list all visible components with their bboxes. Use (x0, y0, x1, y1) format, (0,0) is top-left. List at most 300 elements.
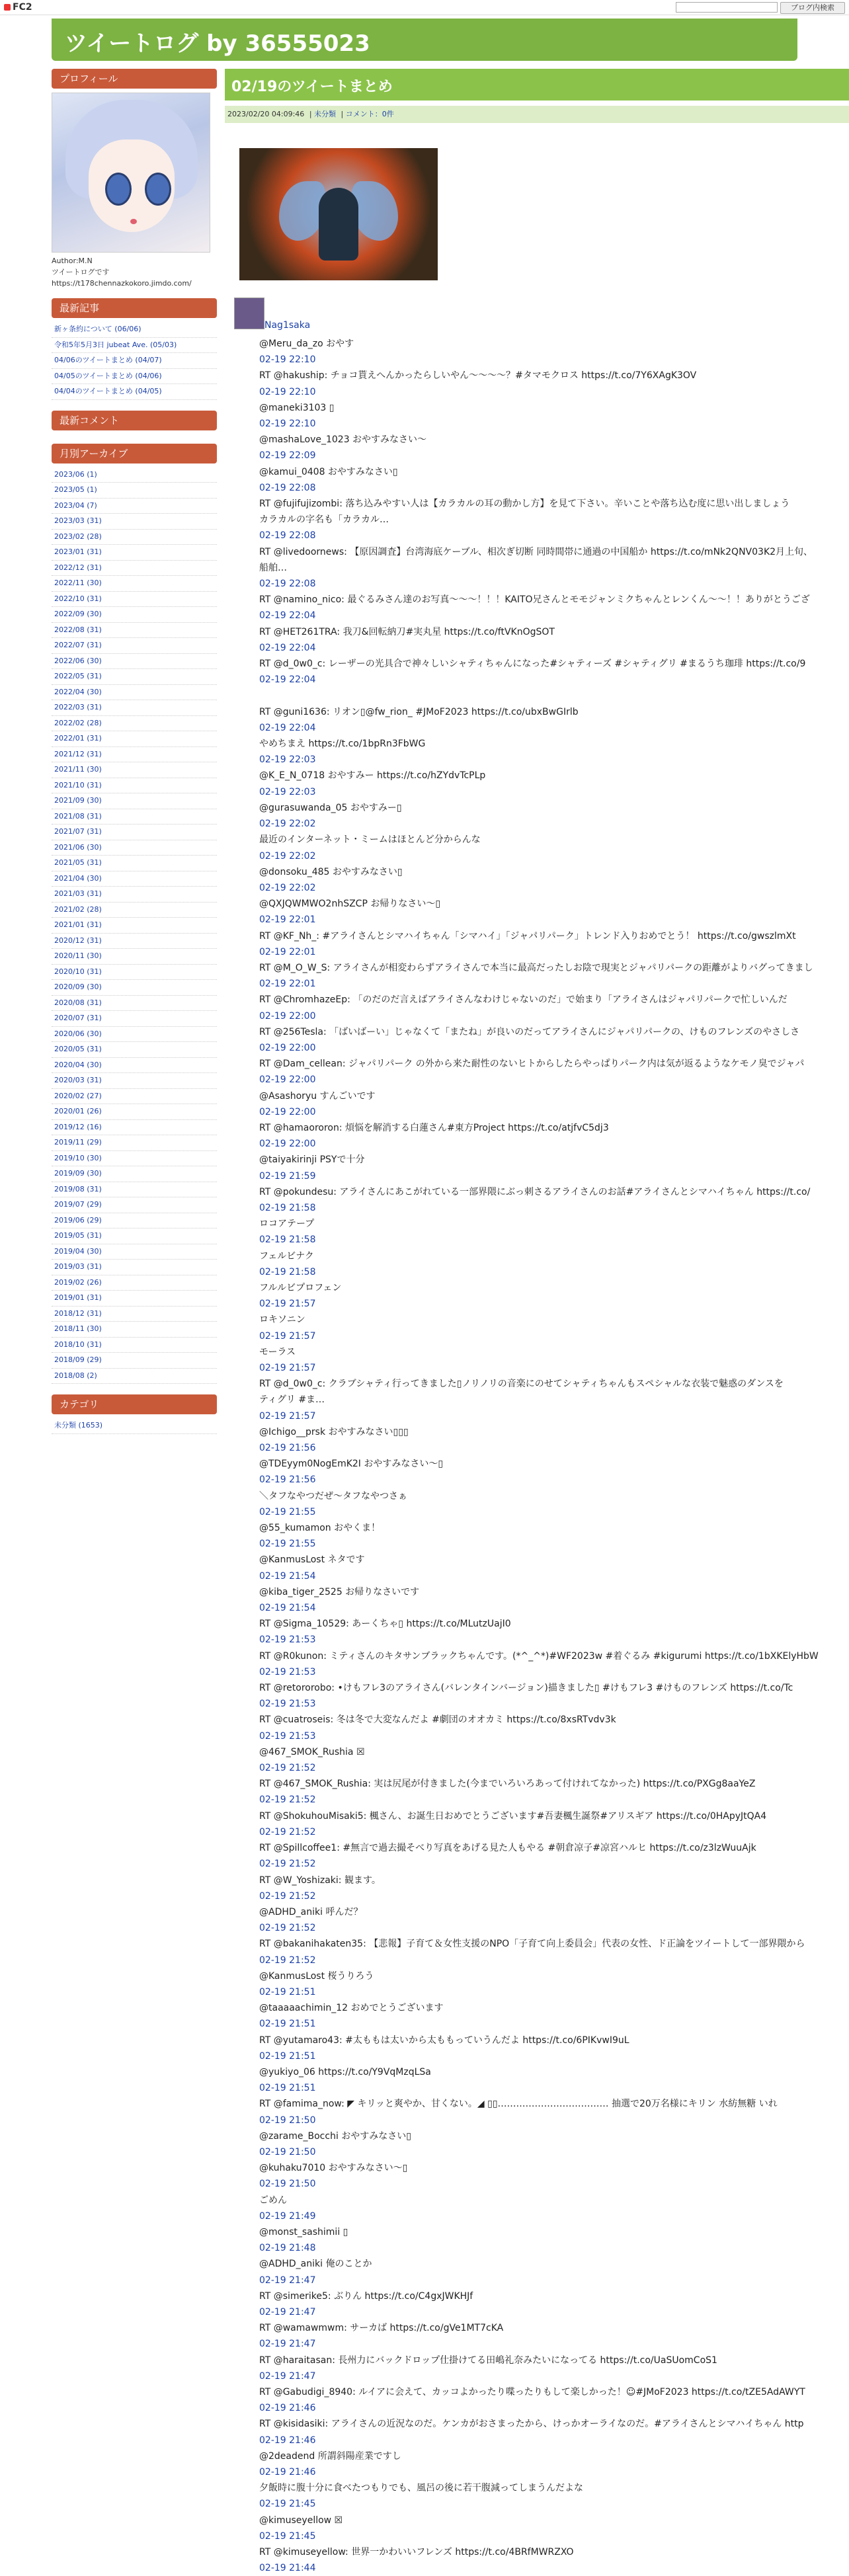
archive-link[interactable]: 2020/02 (27) (54, 1091, 102, 1100)
tweet-text: @yukiyo_06 https://t.co/Y9VqMzqLSa (259, 2066, 431, 2077)
tweet-timestamp[interactable]: 02-19 21:52 (259, 1923, 316, 1934)
profile-link[interactable]: https://t178chennazkokoro.jimdo.com/ (52, 279, 192, 288)
tweet-text: @55_kumamon おやくま！ (259, 1523, 381, 1534)
tweet-timestamp[interactable]: 02-19 21:51 (259, 2083, 316, 2094)
tweet-timestamp[interactable]: 02-19 22:09 (259, 450, 316, 462)
post-meta: 2023/02/20 04:09:46 | 未分類 | コメント：0件 (225, 106, 849, 123)
tweet-text: @zarame_Bocchi おやすみなさい▯ (259, 2130, 411, 2142)
tweet-list (259, 336, 849, 2576)
archive-item (52, 903, 217, 918)
tweet-timestamp[interactable]: 02-19 21:51 (259, 1986, 316, 1997)
tweet-text: RT @Spillcoffee1: #無言で過去撮そべり写真をあげる見た人もやる #朝倉凉子#凉宮ハルヒ https://t.co/z3lzWuuAjk (259, 1843, 756, 1854)
tweet-timestamp[interactable]: 02-19 22:00 (259, 1106, 316, 1117)
archive-heading: 月別アーカイブ (52, 444, 217, 463)
tweet-text: RT @bakanihakaten35: 【悲報】子育て＆女性支援のNPO「子育て向上委員会」代表の女性、ド正論をツイートして一部界隈から (259, 1939, 805, 1950)
tweet-timestamp[interactable]: 02-19 21:57 (259, 1410, 316, 1422)
archive-link[interactable]: 2021/03 (31) (54, 889, 102, 898)
tweet-timestamp[interactable]: 02-19 21:55 (259, 1506, 316, 1517)
archive-link[interactable]: 2018/12 (31) (54, 1308, 102, 1318)
tweet-text: フェルビナク (259, 1250, 314, 1262)
archive-link[interactable]: 2020/01 (26) (54, 1107, 102, 1115)
tweet-timestamp[interactable]: 02-19 22:08 (259, 482, 316, 493)
archive-item (52, 856, 217, 871)
archive-link[interactable]: 2021/11 (30) (54, 765, 102, 774)
tweet-text: @taiyakirinji PSYで十分 (259, 1154, 365, 1166)
archive-item (52, 918, 217, 934)
category-link[interactable]: 未分類 (1653) (54, 1421, 103, 1429)
tweet-timestamp[interactable]: 02-19 22:00 (259, 1074, 316, 1086)
recent-item (52, 369, 217, 385)
tweet-text: RT @cuatroseis: 冬は冬で大変なんだよ #劇団のオオカミ https://t.co/8xsRTvdv3k (259, 1714, 616, 1726)
archive-link[interactable]: 2019/04 (30) (54, 1246, 102, 1256)
tweet-text: RT @W_Yoshizaki: 観ます。 (259, 1874, 381, 1886)
tweet-text: @KanmusLost ネタです (259, 1554, 365, 1566)
tweet-timestamp[interactable]: 02-19 21:58 (259, 1266, 316, 1277)
archive-item (52, 762, 217, 778)
archive-link[interactable]: 2021/02 (28) (54, 905, 102, 914)
archive-link[interactable]: 2019/05 (31) (54, 1231, 102, 1240)
tweet-text: ＼タフなやつだぜ〜タフなやつさぁ (259, 1490, 407, 1502)
fc2-logo-icon (4, 4, 11, 11)
tweet-timestamp[interactable]: 02-19 22:04 (259, 674, 316, 686)
tweet-timestamp[interactable]: 02-19 21:45 (259, 2499, 316, 2510)
recent-item (52, 322, 217, 338)
tweet-text: RT @famima_now: ◤ キリッと爽やか、甘くない。◢ ▯▯……………………………… 抽選で20万名様にキリン 水紡無糖 いれ (259, 2099, 778, 2110)
archive-item (52, 669, 217, 685)
sidebar (52, 69, 217, 1445)
recent-heading: 最新記事 (52, 298, 217, 318)
archive-item (52, 1307, 217, 1322)
archive-link[interactable]: 2019/03 (31) (54, 1262, 102, 1271)
tweet-text: RT @HET261TRA: 我刀&回転納刀#実丸星 https://t.co/ftVKnOgSOT (259, 626, 555, 637)
tweet-timestamp[interactable]: 02-19 22:08 (259, 530, 316, 542)
archive-link[interactable]: 2021/08 (31) (54, 811, 102, 821)
recent-item (52, 384, 217, 400)
tweet-text: @taaaaachimin_12 おめでとうございます (259, 2003, 444, 2014)
tweet-timestamp[interactable]: 02-19 21:53 (259, 1730, 316, 1742)
tweet-text: モーラス (259, 1346, 296, 1357)
archive-item (52, 467, 217, 483)
tweet-text: RT @retororobo: •けもフレ3のアライさん(バレンタインバージョン)描きました▯ #けもフレ3 #けものフレンズ https://t.co/Tc (259, 1683, 793, 1694)
post-category-link[interactable]: 未分類 (314, 110, 337, 118)
archive-link[interactable]: 2018/09 (29) (54, 1355, 102, 1364)
category-list (52, 1418, 217, 1434)
tweet-text: やめちまえ https://t.co/1bpRn3FbWG (259, 739, 426, 750)
archive-link[interactable]: 2020/05 (31) (54, 1045, 102, 1053)
tweet-text: @mashaLove_1023 おやすみなさい～ (259, 434, 427, 446)
author-avatar-icon[interactable] (234, 298, 264, 329)
archive-item (52, 1353, 217, 1369)
recent-link[interactable]: 04/04のツイートまとめ (04/05) (54, 387, 162, 395)
tweet-text: RT @d_0w0_c: レーザーの光具合で神々しいシャティちゃんになった#シャティーズ #シャティグリ #まるうち珈琲 https://t.co/9 (259, 659, 806, 670)
tweet-text: RT @simerike5: ぶりん https://t.co/C4gxJWKHJf (259, 2290, 473, 2302)
tweet-timestamp[interactable]: 02-19 21:52 (259, 1763, 316, 1774)
blog-header (52, 19, 797, 61)
archive-link[interactable]: 2022/01 (31) (54, 734, 102, 743)
tweet-timestamp[interactable]: 02-19 21:46 (259, 2467, 316, 2478)
tweet-text: RT @M_O_W_S: アライさんが相変わらずアライさんで本当に最高だったしお陰で現実とジャパリパークの距離がよりバグってきまし (259, 962, 813, 973)
tweet-text: @Asashoryu すんごいです (259, 1090, 376, 1102)
archive-item (52, 530, 217, 545)
archive-link[interactable]: 2022/08 (31) (54, 625, 102, 634)
archive-item (52, 1120, 217, 1136)
tweet-text: @2deadend 所謂斜陽産業ですし (259, 2450, 401, 2462)
tweet-timestamp[interactable]: 02-19 21:52 (259, 1954, 316, 1966)
profile-heading: プロフィール (52, 69, 217, 89)
tweet-text: RT @namino_nico: 最ぐるみさん達のお写真〜〜〜！！！KAITO兄さんとモモジャンミクちゃんとレンくん〜〜！！ありがとうござ (259, 594, 810, 606)
archive-item (52, 1151, 217, 1167)
tweet-timestamp[interactable]: 02-19 21:52 (259, 1794, 316, 1806)
archive-link[interactable]: 2018/08 (2) (54, 1371, 97, 1380)
archive-link[interactable]: 2019/02 (26) (54, 1277, 102, 1287)
tweet-timestamp[interactable]: 02-19 22:01 (259, 946, 316, 957)
tweet-text: RT @hakuship: チョコ貰えへんかったらしいやん〜〜〜〜？#タマモクロス https://t.co/7Y6XAgK3OV (259, 370, 697, 382)
archive-link[interactable]: 2023/04 (7) (54, 501, 97, 510)
archive-link[interactable]: 2021/09 (30) (54, 796, 102, 805)
tweet-timestamp[interactable]: 02-19 22:04 (259, 722, 316, 733)
archive-link[interactable]: 2019/01 (31) (54, 1293, 102, 1302)
archive-item (52, 1182, 217, 1198)
post-date: 2023/02/20 04:09:46 (227, 110, 305, 118)
tweet-text: @QXJQWMWO2nhSZCP お帰りなさい～▯ (259, 899, 441, 910)
tweet-timestamp[interactable]: 02-19 21:45 (259, 2530, 316, 2542)
archive-item (52, 685, 217, 701)
tweet-text: @kiba_tiger_2525 お帰りなさいです (259, 1586, 420, 1597)
tweet-timestamp[interactable]: 02-19 21:50 (259, 2114, 316, 2126)
tweet-timestamp[interactable]: 02-19 21:52 (259, 1890, 316, 1902)
post-header (225, 69, 849, 101)
recent-link[interactable]: 新ヶ条約について (06/06) (54, 325, 142, 333)
tweet-timestamp[interactable]: 02-19 21:56 (259, 1474, 316, 1486)
tweet-timestamp[interactable]: 02-19 21:54 (259, 1603, 316, 1614)
comments-heading: 最新コメント (52, 411, 217, 430)
tweet-timestamp[interactable]: 02-19 21:50 (259, 2146, 316, 2157)
tweet-timestamp[interactable]: 02-19 21:59 (259, 1170, 316, 1182)
tweet-timestamp[interactable]: 02-19 22:02 (259, 882, 316, 893)
archive-link[interactable]: 2020/11 (30) (54, 951, 102, 960)
archive-item (52, 1275, 217, 1291)
tweet-timestamp[interactable]: 02-19 21:57 (259, 1363, 316, 1373)
tweet-timestamp[interactable]: 02-19 22:03 (259, 754, 316, 766)
tweet-text: ティグリ #ま… (259, 1394, 325, 1406)
archive-link[interactable]: 2023/01 (31) (54, 547, 102, 556)
archive-item (52, 934, 217, 949)
tweet-timestamp[interactable]: 02-19 21:52 (259, 1826, 316, 1837)
tweet-text: @Ichigo__prsk おやすみなさい▯▯▯ (259, 1426, 409, 1437)
tweet-text: RT @Gabudigi_8940: ルイアに会えて、カッコよかったり喋ったりもして楽しかった！☺#JMoF2023 https://t.co/tZE5AdAWYT (259, 2387, 805, 2397)
tweet-text: RT @haraitasan: 長州力にバックドロップ仕掛けてる田嶋礼奈みたいになってる https://t.co/UaSUomCoS1 (259, 2355, 717, 2366)
tweet-timestamp[interactable]: 02-19 22:03 (259, 786, 316, 797)
tweet-timestamp[interactable]: 02-19 22:00 (259, 1042, 316, 1053)
tweet-timestamp[interactable]: 02-19 21:53 (259, 1666, 316, 1677)
archive-link[interactable]: 2021/12 (31) (54, 749, 102, 758)
archive-item (52, 514, 217, 530)
recent-list (52, 322, 217, 400)
tweet-timestamp[interactable]: 02-19 22:04 (259, 642, 316, 653)
tweet-text: RT @livedoornews: 【原因調査】台湾海底ケーブル、相次ぎ切断 同時間帯に通過の中国船か https://t.co/mNk2QNV03K2月上旬、 (259, 546, 813, 557)
archive-item (52, 592, 217, 608)
archive-link[interactable]: 2020/10 (31) (54, 967, 102, 976)
archive-link[interactable]: 2022/03 (31) (54, 703, 102, 711)
tweet-timestamp[interactable]: 02-19 21:46 (259, 2403, 316, 2414)
tweet-timestamp[interactable]: 02-19 22:01 (259, 914, 316, 926)
tweet-timestamp[interactable]: 02-19 21:58 (259, 1234, 316, 1246)
archive-link[interactable]: 2019/09 (30) (54, 1169, 102, 1178)
tweet-text: RT @guni1636: リオン▯@fw_rion_ #JMoF2023 https://t.co/ubxBwGIrlb (259, 706, 579, 717)
archive-item (52, 1011, 217, 1027)
archive-link[interactable]: 2020/06 (30) (54, 1029, 102, 1038)
archive-item (52, 1197, 217, 1213)
tweet-timestamp[interactable]: 02-19 22:02 (259, 819, 316, 830)
archive-link[interactable]: 2021/04 (30) (54, 873, 102, 883)
tweet-text: RT @ChromhazeEp: 「のだのだ言えばアライさんなわけじゃないのだ」で始まり「アライさんはジャパリパークで忙しいんだ (259, 994, 788, 1006)
archive-item (52, 731, 217, 747)
tweet-text: RT @yutamaro43: #太ももは太いから太ももっていうんだよ https://t.co/6PIKvwI9uL (259, 2034, 629, 2046)
tweet-text (259, 688, 849, 704)
tweet-text: RT @Dam_cellean: ジャパリパーク の外から来た耐性のないヒトからしたらやっぱりパーク内は気が返るようなケモノ臭でジャパ (259, 1059, 805, 1070)
tweet-text: RT @Sigma_10529: あーくちゃ▯ https://t.co/MLutzUajI0 (259, 1619, 511, 1630)
fc2-topbar (0, 0, 849, 15)
archive-link[interactable]: 2022/04 (30) (54, 687, 102, 696)
tweet-text: @monst_sashimii ▯ (259, 2226, 348, 2237)
tweet-text: @kamui_0408 おやすみなさい▯ (259, 466, 398, 477)
archive-item (52, 638, 217, 654)
tweet-timestamp[interactable]: 02-19 22:00 (259, 1010, 316, 1022)
tweet-timestamp[interactable]: 02-19 21:51 (259, 2050, 316, 2062)
archive-link[interactable]: 2023/05 (1) (54, 485, 97, 494)
tweet-text: @TDEyym0NogEmK2I おやすみなさい～▯ (259, 1459, 444, 1470)
archive-link[interactable]: 2020/04 (30) (54, 1060, 102, 1069)
archive-link[interactable]: 2023/03 (31) (54, 516, 102, 525)
archive-item (52, 1291, 217, 1307)
archive-link[interactable]: 2022/12 (31) (54, 563, 102, 572)
fc2-logo[interactable] (4, 2, 32, 13)
archive-item (52, 949, 217, 965)
archive-item (52, 1213, 217, 1229)
archive-item (52, 1166, 217, 1182)
tweet-text: RT @kimuseyellow: 世界一かわいいフレンズ https://t.co/4BRfMWRZXO (259, 2547, 574, 2558)
tweet-timestamp[interactable]: 02-19 22:01 (259, 979, 316, 990)
tweet-timestamp[interactable]: 02-19 21:50 (259, 2179, 316, 2190)
archive-link[interactable]: 2019/06 (29) (54, 1215, 102, 1225)
category-item (52, 1418, 217, 1434)
archive-item (52, 1228, 217, 1244)
tweet-timestamp[interactable]: 02-19 22:10 (259, 386, 316, 397)
archive-link[interactable]: 2020/12 (31) (54, 936, 102, 945)
archive-link[interactable]: 2022/02 (28) (54, 718, 102, 727)
archive-item (52, 1322, 217, 1338)
tweet-timestamp[interactable]: 02-19 22:10 (259, 354, 316, 366)
tweet-text: RT @fujifujizombi: 落ち込みやすい人は【カラカルの耳の動かし方】を見て下さい。辛いことや落ち込む度に思い出しましょう (259, 499, 790, 510)
archive-link[interactable]: 2023/06 (1) (54, 469, 97, 479)
tweet-timestamp[interactable]: 02-19 21:46 (259, 2435, 316, 2446)
archive-link[interactable]: 2019/12 (16) (54, 1122, 102, 1131)
archive-item (52, 1058, 217, 1074)
author-name[interactable]: Nag1saka (264, 320, 311, 331)
category-heading: カテゴリ (52, 1394, 217, 1414)
tweet-text: RT @ShokuhouMisaki5: 楓さん、お誕生日おめでとうございます#吾妻楓生誕祭#アリスギア https://t.co/0HApyJtQA4 (259, 1810, 767, 1822)
archive-link[interactable]: 2020/07 (31) (54, 1014, 102, 1022)
profile-author: Author:M.N (52, 257, 93, 265)
archive-item (52, 716, 217, 732)
recent-link[interactable]: 令和5年5月3日 jubeat Ave. (05/03) (54, 340, 177, 349)
tweet-timestamp[interactable]: 02-19 21:53 (259, 1634, 316, 1646)
archive-item (52, 778, 217, 794)
archive-link[interactable]: 2021/10 (31) (54, 780, 102, 789)
archive-item (52, 793, 217, 809)
archive-link[interactable]: 2019/08 (31) (54, 1184, 102, 1193)
archive-item (52, 840, 217, 856)
archive-link[interactable]: 2020/03 (31) (54, 1076, 102, 1084)
profile-text (52, 255, 217, 289)
tweet-text: RT @d_0w0_c: クラブシャティ行ってきました▯ノリノリの音楽にのせてシャティちゃんもスペシャルな衣装で魅惑のダンスを (259, 1379, 784, 1390)
tweet-text: ごめん (259, 2194, 287, 2206)
archive-link[interactable]: 2019/11 (29) (54, 1138, 102, 1147)
archive-item (52, 1104, 217, 1120)
archive-link[interactable]: 2022/05 (31) (54, 672, 102, 680)
recent-item (52, 353, 217, 369)
tweet-timestamp[interactable]: 02-19 21:58 (259, 1202, 316, 1213)
tweet-text: RT @R0kunon: ミティさんのキタサンブラックちゃんです。(*^_^*)#WF2023w #着ぐるみ #kigurumi https://t.co/1bXKElyHbW (259, 1650, 819, 1662)
tweet-timestamp[interactable]: 02-19 21:48 (259, 2243, 316, 2254)
archive-item (52, 561, 217, 577)
archive-item (52, 576, 217, 592)
tweet-timestamp[interactable]: 02-19 22:04 (259, 610, 316, 622)
tweet-text: @gurasuwanda_05 おやすみー▯ (259, 802, 402, 813)
tweet-timestamp[interactable]: 02-19 21:57 (259, 1299, 316, 1310)
recent-item (52, 338, 217, 354)
archive-item (52, 654, 217, 670)
archive-item (52, 980, 217, 996)
post-title[interactable]: 02/19のツイートまとめ (231, 79, 393, 95)
tweet-text: @kuhaku7010 おやすみなさい～▯ (259, 2163, 408, 2174)
tweet-timestamp[interactable]: 02-19 21:56 (259, 1443, 316, 1454)
tweet-text: 船舶… (259, 562, 287, 573)
archive-item (52, 871, 217, 887)
tweet-timestamp[interactable]: 02-19 21:57 (259, 1330, 316, 1342)
archive-item (52, 1042, 217, 1058)
archive-link[interactable]: 2021/05 (31) (54, 858, 102, 867)
archive-item (52, 1027, 217, 1043)
archive-link[interactable]: 2020/08 (31) (54, 998, 102, 1007)
tweet-timestamp[interactable]: 02-19 22:02 (259, 850, 316, 862)
blog-search-input[interactable] (676, 2, 778, 13)
tweet-text: 夕飯時に腹十分に食べたつもりでも、風呂の後に若干腹減ってしまうんだよな (259, 2483, 583, 2494)
archive-item (52, 1244, 217, 1260)
archive-link[interactable]: 2021/01 (31) (54, 920, 102, 929)
archive-item (52, 1369, 217, 1385)
tweet-timestamp[interactable]: 02-19 21:47 (259, 2370, 316, 2382)
archive-link[interactable]: 2022/06 (30) (54, 656, 102, 665)
archive-item (52, 1089, 217, 1105)
tweet-timestamp[interactable]: 02-19 21:55 (259, 1539, 316, 1550)
recent-link[interactable]: 04/05のツイートまとめ (04/06) (54, 371, 162, 380)
archive-link[interactable]: 2022/10 (31) (54, 594, 102, 603)
post-image (239, 148, 438, 280)
archive-item (52, 825, 217, 840)
archive-link[interactable]: 2019/10 (30) (54, 1153, 102, 1162)
tweet-text: RT @kisidasiki: アライさんの近況なのだ。ケンカがおさまったから、けっかオーライなのだ。#アライさんとシマハイちゃん http (259, 2419, 804, 2430)
tweet-timestamp[interactable]: 02-19 21:47 (259, 2339, 316, 2350)
tweet-text: @ADHD_aniki 呼んだ？ (259, 1906, 363, 1917)
archive-item (52, 623, 217, 639)
archive-item (52, 1073, 217, 1089)
tweet-text: フルルビプロフェン (259, 1282, 342, 1293)
tweet-timestamp[interactable]: 02-19 22:08 (259, 579, 316, 590)
archive-item (52, 700, 217, 716)
archive-item (52, 1135, 217, 1151)
tweet-text: @Meru_da_zo おやす (259, 339, 354, 349)
tweet-text: @ADHD_aniki 俺のことか (259, 2259, 372, 2270)
archive-link[interactable]: 2021/06 (30) (54, 842, 102, 852)
archive-item (52, 887, 217, 903)
tweet-timestamp[interactable]: 02-19 21:51 (259, 2019, 316, 2030)
tweet-text: ロコアテープ (259, 1219, 315, 1230)
archive-list (52, 467, 217, 1385)
tweet-text: ロキソニン (259, 1314, 305, 1326)
archive-link[interactable]: 2021/07 (31) (54, 827, 102, 836)
archive-link[interactable]: 2018/10 (31) (54, 1340, 102, 1349)
post-comment-link[interactable]: コメント：0件 (345, 110, 394, 118)
tweet-text: RT @hamaororon: 煩悩を解消する白蓮さん#東方Project https://t.co/atjfvC5dj3 (259, 1122, 609, 1133)
tweet-timestamp[interactable]: 02-19 21:49 (259, 2210, 316, 2222)
tweet-text: RT @wamawmwm: サーカば https://t.co/gVe1MT7cKA (259, 2323, 504, 2334)
archive-link[interactable]: 2022/07 (31) (54, 641, 102, 649)
archive-link[interactable]: 2023/02 (28) (54, 532, 102, 541)
archive-item (52, 1338, 217, 1353)
tweet-text: @K_E_N_0718 おやすみー https://t.co/hZYdvTcPLp (259, 770, 486, 782)
tweet-text: @467_SMOK_Rushia ☒ (259, 1746, 365, 1757)
archive-item (52, 499, 217, 514)
archive-link[interactable]: 2022/09 (30) (54, 610, 102, 618)
tweet-text: RT @KF_Nh_: #アライさんとシマハイちゃん「シマハイ」「ジャパリパーク」トレンド入りおめでとう！ https://t.co/gwszlmXt (259, 930, 796, 942)
tweet-text: RT @pokundesu: アライさんにあこがれている一部界隈にぶっ刺さるアライさんのお話#アライさんとシマハイちゃん https://t.co/ (259, 1186, 811, 1197)
profile-desc: ツイートログです (52, 268, 110, 276)
tweet-text: @donsoku_485 おやすみなさい▯ (259, 866, 403, 877)
archive-item (52, 483, 217, 499)
tweet-timestamp[interactable]: 02-19 21:44 (259, 2563, 316, 2574)
tweet-text: 最近のインターネット・ミームはほとんど分からんな (259, 834, 481, 846)
tweet-text: @kimuseyellow ☒ (259, 2515, 343, 2526)
tweet-timestamp[interactable]: 02-19 22:00 (259, 1139, 316, 1150)
archive-item (52, 809, 217, 825)
tweet-timestamp[interactable]: 02-19 21:53 (259, 1699, 316, 1710)
blog-title[interactable]: ツイートログ by 36555023 (65, 30, 370, 57)
fc2-logo-text: FC2 (13, 2, 32, 13)
profile-avatar (52, 93, 210, 253)
tweet-text: @KanmusLost 桜うりろう (259, 1970, 374, 1982)
archive-link[interactable]: 2018/11 (30) (54, 1324, 102, 1333)
tweet-timestamp[interactable]: 02-19 21:47 (259, 2274, 316, 2286)
archive-item (52, 545, 217, 561)
tweet-timestamp[interactable]: 02-19 21:47 (259, 2306, 316, 2317)
blog-search-button[interactable]: ブログ内検索 (780, 2, 845, 14)
tweet-text: @maneki3103 ▯ (259, 402, 335, 413)
tweet-text: RT @467_SMOK_Rushia: 実は尻尾が付きました(今までいろいろあって付けれてなかった) https://t.co/PXGg8aaYeZ (259, 1779, 756, 1790)
tweet-timestamp[interactable]: 02-19 22:10 (259, 419, 316, 430)
archive-item (52, 607, 217, 623)
tweet-text: カラカルの字名も「カラカル… (259, 514, 389, 526)
archive-item (52, 965, 217, 981)
archive-item (52, 747, 217, 763)
tweet-timestamp[interactable]: 02-19 21:54 (259, 1570, 316, 1582)
archive-item (52, 1260, 217, 1275)
archive-link[interactable]: 2019/07 (29) (54, 1200, 102, 1209)
archive-link[interactable]: 2022/11 (30) (54, 579, 102, 587)
tweet-timestamp[interactable]: 02-19 21:52 (259, 1859, 316, 1870)
recent-link[interactable]: 04/06のツイートまとめ (04/07) (54, 356, 162, 364)
archive-link[interactable]: 2020/09 (30) (54, 983, 102, 991)
